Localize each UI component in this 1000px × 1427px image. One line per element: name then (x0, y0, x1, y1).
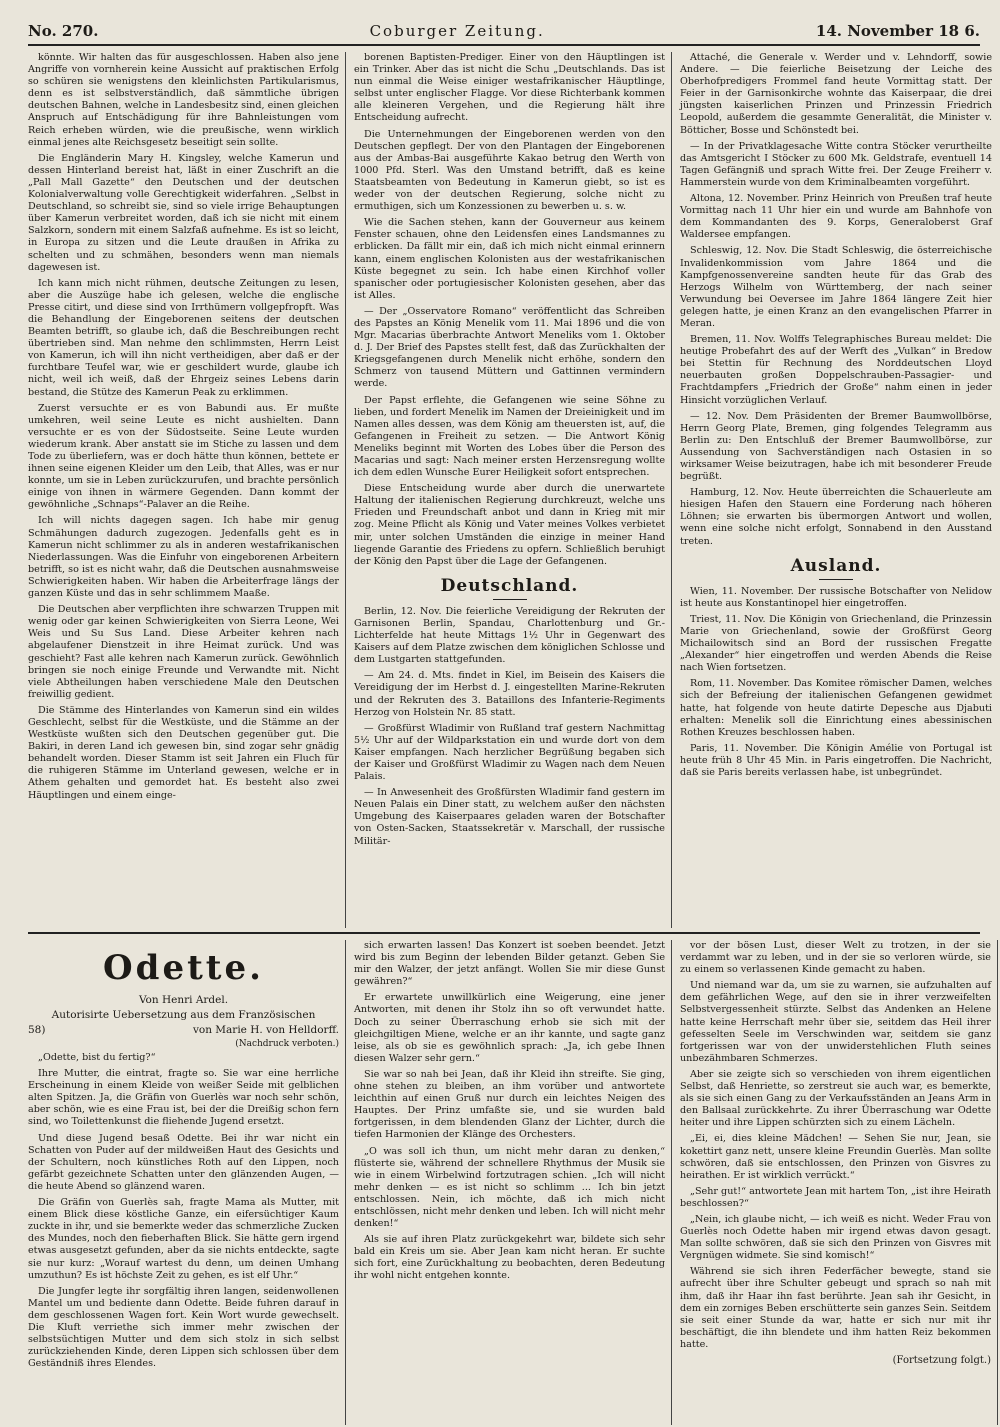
article-paragraph: — 12. Nov. Dem Präsidenten der Bremer Baumwollbörse, Herrn Georg Plate, Bremen, ging folgendes Telegramm aus Berlin zu: Den Entschluß der Bremer Baumwollbörse, zur Aussendung von Sachverständigen nach Ostasien in so wirksamer Weise beizutragen, habe ich mit besonderer Freude begrüßt. (680, 410, 992, 483)
story-paragraph: Und diese Jugend besaß Odette. Bei ihr war nicht ein Schatten von Puder auf der mildweißen Haut des Gesichts und der Schultern, noch künstliches Roth auf den Lippen, noch gefärbt gezeichnete Schatten unter den glänzenden Augen, — die heute Abend so glänzend waren. (28, 1132, 339, 1192)
section-heading-ausland: Ausland. (680, 556, 992, 580)
article-paragraph: — Großfürst Wladimir von Rußland traf gestern Nachmittag 5½ Uhr auf der Wildparkstation ein und wurde dort von dem Kaiser empfangen. Nach herzlicher Begrüßung begaben sich der Kaiser und Großfürst Wladimir zu Wagen nach dem Neuen Palais. (354, 722, 665, 783)
article-paragraph: Rom, 11. November. Das Komitee römischer Damen, welches sich der Befreiung der italienischen Gefangenen gewidmet hatte, hat folgende von heute datirte Depesche aus Djabuti erhalten: Menelik soll die Einrichtung eines abessinischen Rothen Kreuzes beschlossen haben. (680, 678, 992, 738)
feuilleton-column-1 (28, 940, 346, 1425)
article-paragraph: Triest, 11. Nov. Die Königin von Griechenland, die Prinzessin Marie von Griechenland, sowie der Großfürst Georg Michailowitsch sind an Bord der russischen Fregatte „Alexander“ hier eingetroffen und werden Abends die Reise nach Wien fortsetzen. (680, 613, 992, 674)
article-paragraph: borenen Baptisten-Prediger. Einer von den Häuptlingen ist ein Trinker. Aber das ist nicht die Schu „Deutschlands. Das ist nun einmal die Weise einiger westafrikanischer Häuptlinge, selbst unter englischer Flagge. Vor diese Richterbank kommen alle kleineren Vergehen, und die Regierung hält ihre Entscheidung aufrecht. (354, 52, 665, 124)
story-paragraph: „Odette, bist du fertig?“ (38, 1052, 156, 1063)
feuilleton-author: Von Henri Ardel. (138, 994, 229, 1006)
article-paragraph: Attaché, die Generale v. Werder und v. Lehndorff, sowie Andere. — Die feierliche Beisetzung der Leiche des Oberhofpredigers Frommel fand heute Vormittag statt. Der Feier in der Garnisonkirche wohnte das Kaiserpaar, die drei jüngsten kaiserlichen Prinzen und Prinzessin Friedrich Leopold, außerdem die gesammte Generalität, die Minister v. Bötticher, Bosse und Schönstedt bei. (680, 52, 992, 136)
article-paragraph: Bremen, 11. Nov. Wolffs Telegraphisches Bureau meldet: Die heutige Probefahrt des auf der Werft des „Vulkan“ in Bredow bei Stettin für Rechnung des Norddeutschen Lloyd neuerbauten großen Doppelschrauben-Passagier- und Frachtdampfers „Friedrich der Große“ nahm einen in jeder Hinsicht vorzüglichen Verlauf. (680, 334, 992, 406)
column-1 (28, 52, 346, 928)
article-paragraph: — In Anwesenheit des Großfürsten Wladimir fand gestern im Neuen Palais ein Diner statt, zu welchem außer den nächsten Umgebung des Kaiserpaares geladen waren der Botschafter von Osten-Sacken, Staatssekretär v. Marschall, der russische Militär- (354, 787, 665, 847)
issue-date: 14. November 18 6. (815, 22, 980, 40)
article-paragraph: Paris, 11. November. Die Königin Amélie von Portugal ist heute früh 8 Uhr 45 Min. in Paris eingetroffen. Die Nachricht, daß sie Paris bereits verlassen habe, ist unbegründet. (680, 742, 992, 778)
article-paragraph: Die Deutschen aber verpflichten ihre schwarzen Truppen mit wenig oder gar keinen Schwierigkeiten von Sierra Leone, Wei Weis und Su Sus Land. Diese Arbeiter kehren nach abgelaufener Dienstzeit in ihre Heimat zurück. Und was geschieht? Fast alle kehren nach Kamerun zurück. Gewöhnlich bringen sie noch einige Freunde und Verwandte mit. Nicht viele Abtheilungen haben verschiedene Male den Deutschen freiwillig gedient. (28, 604, 339, 700)
article-paragraph: Hamburg, 12. Nov. Heute überreichten die Schauerleute am hiesigen Hafen den Stauern eine Forderung nach höheren Löhnen; sie erwarten bis übermorgen Antwort und wollen, wenn eine solche nicht erfolgt, Sonnabend in den Ausstand treten. (680, 487, 992, 547)
article-paragraph: Zuerst versuchte er es von Babundi aus. Er mußte umkehren, weil seine Leute es nicht aushielten. Dann versuchte er es von der Südostseite. Seine Leute wurden wiederum krank. Aber anstatt sie im Stiche zu lassen und dem Tode zu überliefern, was er doch hätte thun können, bettete er ihnen seine eigenen Kleider um den Leib, that Alles, was er nur konnte, um sie in Leben zurückzurufen, und brachte persönlich einige von ihnen in wärmere Gegenden. Dann kommt der gewöhnliche „Schnaps“-Palaver an die Reihe. (28, 402, 339, 511)
story-paragraph: „Ei, ei, dies kleine Mädchen! — Sehen Sie nur, Jean, sie kokettirt ganz nett, unsere kleine Freundin Guerlès. Man sollte schwören, daß sie entschlossen, den Prinzen von Gisvres zu heirathen. Er ist wirklich verrückt.“ (680, 1133, 991, 1181)
article-paragraph: — Am 24. d. Mts. findet in Kiel, im Beisein des Kaisers die Vereidigung der im Herbst d. J. eingestellten Marine-Rekruten und der Rekruten des 3. Bataillons des Infanterie-Regiments Herzog von Holstein Nr. 85 statt. (354, 670, 665, 718)
issue-number: No. 270. (28, 22, 99, 40)
story-paragraph: Während sie sich ihren Federfächer bewegte, stand sie aufrecht über ihre Schulter gebeugt und sprach so nah mit ihm, daß ihr Haar ihn fast berührte. Jean sah ihr Gesicht, in dem ein zorniges Beben erschütterte sein ganzes Sein. Seitdem sie seit einer Stunde da war, hatte er sich nur mit ihr beschäftigt, die ihn blendete und ihm hatten Reiz bekommen hatte. (680, 1266, 991, 1350)
story-paragraph: Als sie auf ihren Platz zurückgekehrt war, bildete sich sehr bald ein Kreis um sie. Aber Jean kam nicht heran. Er suchte sich fort, eine Zurückhaltung zu beobachten, deren Bedeutung ihr wohl nicht entgehen konnte. (354, 1234, 665, 1282)
feuilleton-meta (28, 1024, 339, 1036)
story-paragraph: Ihre Mutter, die eintrat, fragte so. Sie war eine herrliche Erscheinung in einem Kleide von weißer Seide mit gelblichen alten Spitzen. Ja, die Gräfin von Guerlès war noch sehr schön, aber schön, wie es eine Frau ist, bei der die Dreißig schon fern sind, wo Toilettenkunst die fliehende Jugend ersetzt. (28, 1068, 339, 1128)
story-paragraph: „Sehr gut!“ antwortete Jean mit hartem Ton, „ist ihre Heirath beschlossen?“ (680, 1185, 991, 1209)
article-paragraph: könnte. Wir halten das für ausgeschlossen. Haben also jene Angriffe von vornherein keine Aussicht auf praktischen Erfolg so schüren sie wenigstens den kleinlichsten Partikularismus, denn es ist selbstverständlich, daß sämmtliche übrigen deutschen Bahnen, welche in Landesbesitz sind, einen gleichen Anspruch auf Entschädigung für ihre Bahnleistungen vom Reich erheben würden, wie die preußische, wenn wirklich einmal jenes alte Reichsgesetz beseitigt sein sollte. (28, 52, 339, 148)
feuilleton-translator: von Marie H. von Helldorff. (192, 1024, 339, 1036)
article-paragraph: Wie die Sachen stehen, kann der Gouverneur aus keinem Fenster schauen, ohne den Leidensfen eines Landsmannes zu erblicken. Da fällt mir ein, daß ich mich nicht einmal erinnern kann, einem englischen Kolonisten aus der westafrikanischen Küste begegnet zu sein. Ich habe einen Kirchhof voller spanischer oder portugiesischer Kolonisten gesehen, aber das ist Alles. (354, 217, 665, 301)
masthead (28, 22, 980, 46)
feuilleton-column-2 (354, 940, 672, 1425)
article-paragraph: Wien, 11. November. Der russische Botschafter von Nelidow ist heute aus Konstantinopel hier eingetroffen. (680, 585, 992, 609)
story-paragraph: Er erwartete unwillkürlich eine Weigerung, eine jener Antworten, mit denen ihr Stolz ihn so oft verwundet hatte. Doch zu seiner Überraschung erhob sie sich mit der gleichgiltigen Miene, welche er an ihr kannte, und sagte ganz leise, als ob sie es gewöhnlich sprach: „Ja, ich gebe Ihnen diesen Walzer sehr gern.“ (354, 992, 665, 1064)
story-paragraph: „Nein, ich glaube nicht, — ich weiß es nicht. Weder Frau von Guerlès noch Odette haben mir irgend etwas davon gesagt. Man sollte schwören, daß sie sich den Prinzen von Gisvres mit Vergnügen widmete. Sie sind komisch!“ (680, 1213, 991, 1262)
story-paragraph: „O was soll ich thun, um nicht mehr daran zu denken,“ flüsterte sie, während der schnellere Rhythmus der Musik sie wie in einem Wirbelwind fortzutragen schien. „Ich will nicht mehr denken — es ist nicht so schlimm ... Ich bin jetzt entschlossen. Nein, ich möchte, daß ich mich nicht entschlössen, nicht mehr denken und leben. Ich will nicht mehr denken!“ (354, 1145, 665, 1230)
feuilleton-divider (28, 932, 980, 934)
column-3 (680, 52, 998, 928)
newspaper-title: Coburger Zeitung. (369, 22, 545, 40)
story-paragraph: Sie war so nah bei Jean, daß ihr Kleid ihn streifte. Sie ging, ohne stehen zu bleiben, an ihm vorüber und antwortete leichthin auf einen Gruß nur durch ein leichtes Neigen des Hauptes. Der Prinz umfaßte sie, und sie wurden bald fortgerissen, in dem blendenden Glanz der Lichter, durch die tiefen Harmonien der Klänge des Orchesters. (354, 1068, 665, 1141)
continuation-notice: (Fortsetzung folgt.) (892, 1355, 991, 1366)
article-paragraph: Berlin, 12. Nov. Die feierliche Vereidigung der Rekruten der Garnisonen Berlin, Spandau, Charlottenburg und Gr.-Lichterfelde hat heute Mittags 1½ Uhr in Gegenwart des Kaisers auf dem Platze zwischen dem königlichen Schlosse und dem Lustgarten stattgefunden. (354, 605, 665, 666)
feuilleton-title: Odette. (103, 948, 264, 988)
article-paragraph: Der Papst erflehte, die Gefangenen wie seine Söhne zu lieben, und fordert Menelik im Namen der Dreieinigkeit und im Namen alles dessen, was dem König am theuersten ist, auf, die Gefangenen in Freiheit zu setzen. — Die Antwort König Meneliks beginnt mit Worten des Lobes über die Person des Macarias und sagt: Nach meiner ersten Herzensregung wollte ich dem edlen Wunsche Eurer Heiligkeit sofort entsprechen. (354, 394, 665, 479)
story-paragraph: vor der bösen Lust, dieser Welt zu trotzen, in der sie verdammt war zu leben, und in der sie so verloren würde, sie zu einem so verlassenen Kinde gemacht zu haben. (680, 940, 991, 976)
feuilleton-subtitle: Autorisirte Uebersetzung aus dem Französischen (51, 1009, 316, 1021)
reprint-notice: (Nachdruck verboten.) (235, 1039, 339, 1049)
column-2 (354, 52, 672, 928)
story-paragraph: Und niemand war da, um sie zu warnen, sie aufzuhalten auf dem gefährlichen Wege, auf den sie in ihrer verzweifelten Selbstvergessenheit stürzte. Selbst das Andenken an Helene hatte keine Herrschaft mehr über sie, seitdem das Heil ihrer gefesselten Seele im Verschwinden war, seitdem sie ganz fortgerissen war von der unwiderstehlichen Fluth seines unbezähmbaren Schmerzes. (680, 980, 991, 1064)
article-paragraph: — In der Privatklagesache Witte contra Stöcker verurtheilte das Amtsgericht I Stöcker zu 600 Mk. Geldstrafe, eventuell 14 Tagen Gefängniß und sprach Witte frei. Der Zeuge Freiherr v. Hammerstein wurde von dem Kriminalbeamten vorgeführt. (680, 140, 992, 188)
article-paragraph: Diese Entscheidung wurde aber durch die unerwartete Haltung der italienischen Regierung durchkreuzt, welche uns Frieden und Freundschaft anbot und dann in Krieg mit mir zog. Meine Pflicht als König und Vater meines Volkes verbietet mir, unter solchen Umständen die einzige in meiner Hand liegende Garantie des Friedens zu opfern. Schließlich beruhigt der König den Papst über die Lage der Gefangenen. (354, 483, 665, 567)
article-paragraph: Ich will nichts dagegen sagen. Ich habe mir genug Schmähungen dadurch zugezogen. Jedenfalls geht es in Kamerun nicht schlimmer zu als in anderen westafrikanischen Niederlassungen. Was die Einfuhr von eingeborenen Arbeitern betrifft, so ist es nicht wahr, daß die Deutschen ausnahmsweise Schwierigkeiten haben. Wir haben die Arbeiterfrage längs der ganzen Küste und das in sehr schlimmem Maaße. (28, 515, 339, 600)
story-paragraph: Aber sie zeigte sich so verschieden von ihrem eigentlichen Selbst, daß Henriette, so zerstreut sie auch war, es bemerkte, als sie sich einen Gang zu der Verkaufsständen an Jeans Arm in den Ballsaal zurückkehrte. Zu ihrer Überraschung war Odette heiter und ihre Lippen schürzten sich zu einem Lächeln. (680, 1068, 991, 1129)
article-paragraph: Altona, 12. November. Prinz Heinrich von Preußen traf heute Vormittag nach 11 Uhr hier ein und wurde am Bahnhofe von dem Kommandanten des 9. Korps, Generaloberst Graf Waldersee empfangen. (680, 193, 992, 241)
news-columns (28, 52, 992, 928)
article-paragraph: Ich kann mich nicht rühmen, deutsche Zeitungen zu lesen, aber die Auszüge habe ich gelesen, welche die englische Presse citirt, und diese sind von Irrthümern vollgepfropft. Was die Behandlung der Eingeborenen seitens der deutschen Beamten betrifft, so glaube ich, daß die Beschreibungen recht übertrieben sind. Man nehme den schlimmsten, Herrn Leist von Kamerun, ich will ihn nicht vertheidigen, aber daß er der furchtbare Teufel war, wie er geschildert wurde, glaube ich nicht, weil ich weiß, daß der Ehrgeiz seines Lebens darin bestand, die Stütze des Kamerun Peak zu erklimmen. (28, 277, 339, 398)
story-paragraph: Die Jungfer legte ihr sorgfältig ihren langen, seidenwollenen Mantel um und bediente dann Odette. Beide fuhren darauf in dem geschlossenen Wagen fort. Kein Wort wurde gewechselt. Die Kluft verriethe sich immer mehr zwischen der selbstsüchtigen Mutter und dem sich stolz in sich selbst zurückziehenden Kinde, deren Lippen sich schlossen über dem Geständniß ihres Elendes. (28, 1285, 339, 1370)
article-paragraph: — Der „Osservatore Romano“ veröffentlicht das Schreiben des Papstes an König Menelik vom 11. Mai 1896 und die von Mgr. Macarias überbrachte Antwort Meneliks vom 1. Oktober d. J. Der Brief des Papstes stellt fest, daß das Zurückhalten der Kriegsgefangenen durch Menelik nicht erhöhe, sondern den Schmerz von tausend Müttern und Gattinnen vermindern werde. (354, 305, 665, 390)
feuilleton-column-3 (680, 940, 998, 1425)
section-heading-deutschland: Deutschland. (354, 576, 665, 600)
feuilleton-section (28, 940, 991, 1425)
article-paragraph: Die Stämme des Hinterlandes von Kamerun sind ein wildes Geschlecht, selbst für die Westküste, und die Stämme an der Westküste wußten sich den Deutschen gegenüber gut. Die Bakiri, in deren Land ich gewesen bin, sind zogar sehr gnädig behandelt worden. Dieser Stamm ist seit Jahren ein Fluch für die ruhigeren Stämme im Unterland gewesen, welche er in Athem gehalten und gemordet hat. Es besteht also zwei Häuptlingen und einem einge- (28, 704, 339, 801)
story-paragraph: sich erwarten lassen! Das Konzert ist soeben beendet. Jetzt wird bis zum Beginn der lebenden Bilder getanzt. Geben Sie mir den Walzer, der jetzt anfängt. Wollen Sie mir diese Gunst gewähren?“ (354, 940, 665, 988)
article-paragraph: Schleswig, 12. Nov. Die Stadt Schleswig, die österreichische Invalidenkommission vom Jahre 1864 und die Kampfgenossenvereine sandten heute für das Grab des Herzogs Wilhelm von Württemberg, der nach seiner Verwundung bei Oeversee im Jahre 1864 längere Zeit hier gelegen hatte, je einen Kranz an den evangelischen Pfarrer in Meran. (680, 245, 992, 329)
article-paragraph: Die Unternehmungen der Eingeborenen werden von den Deutschen gepflegt. Der von den Plantagen der Eingeborenen aus der Ambas-Bai ausgeführte Kakao betrug den Werth von 1000 Pfd. Sterl. Was den Umstand betrifft, daß es keine Staatsbeamten von Bedeutung in Kamerun giebt, so ist es weder von der deutschen Regierung, solche nicht zu ermuthigen, sich um Konzessionen zu bewerben u. s. w. (354, 128, 665, 213)
story-paragraph: Die Gräfin von Guerlès sah, fragte Mama als Mutter, mit einem Blick diese köstliche Ganze, ein eifersüchtiger Kaum zuckte in ihr, und sie bemerkte weder das schmerzliche Zucken des Mundes, noch den fieberhaften Blick. Sie hätte gern irgend etwas ausgesetzt gefunden, aber da sie nichts entdeckte, sagte sie nur kurz: „Worauf wartest du denn, um deinen Umhang umzuthun? Es ist höchste Zeit zu gehen, es ist elf Uhr.“ (28, 1197, 339, 1281)
installment-number: 58) (28, 1024, 46, 1036)
article-paragraph: Die Engländerin Mary H. Kingsley, welche Kamerun und dessen Hinterland bereist hat, läßt in einer Zuschrift an die „Pall Mall Gazette“ den Deutschen und der deutschen Kolonialverwaltung volle Gerechtigkeit widerfahren. „Selbst in Deutschland, so schreibt sie, sind so viele irrige Behauptungen über Kamerun verbreitet worden, daß ich sie nicht mit einem Salzkorn, sondern mit einem Salzfaß aufnehme. Es ist so leicht, in Europa zu sitzen und die Leute draußen in Afrika zu schelten und zu schmähen, besonders wenn man niemals dagewesen ist. (28, 152, 339, 273)
